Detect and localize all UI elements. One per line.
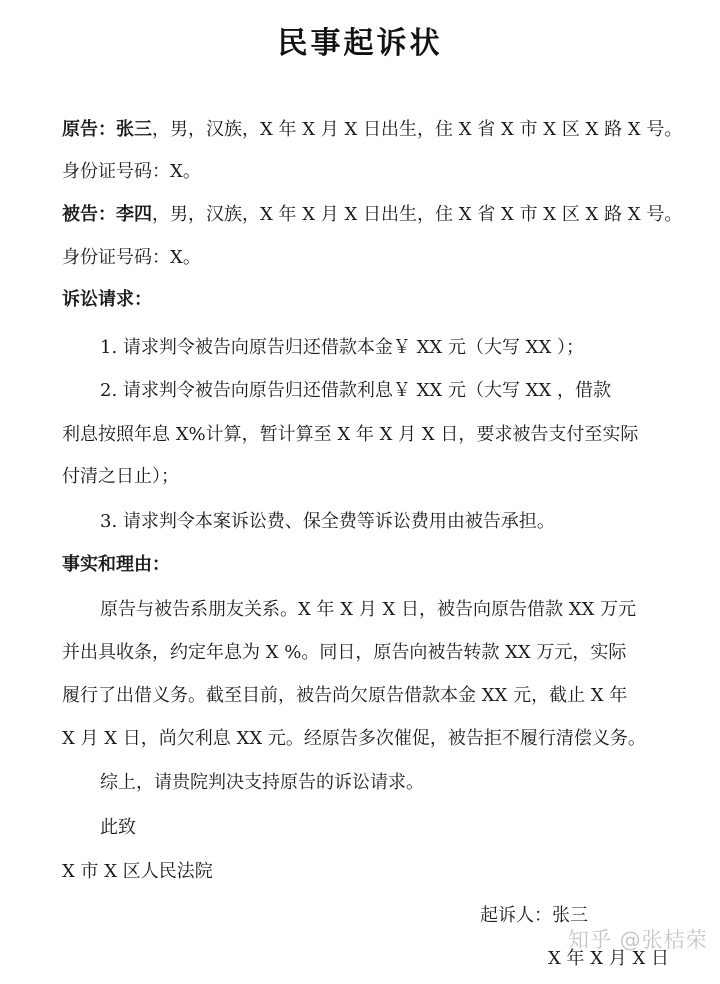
facts-conclusion: 综上，请贵院判决支持原告的诉讼请求。: [100, 772, 424, 793]
watermark: 知乎 @张桔荣: [568, 928, 708, 952]
claim-item-2: 2. 请求判令被告向原告归还借款利息￥ XX 元（大写 XX ，借款: [100, 380, 612, 401]
claim-item-2-cont: 付清之日止）；: [62, 466, 179, 487]
defendant-label: 被告：李四: [62, 204, 152, 225]
plaintiff-id: 身份证号码：X。: [62, 161, 201, 182]
claim-item-1: 1. 请求判令被告向原告归还借款本金￥ XX 元（大写 XX ）；: [100, 337, 585, 358]
signer: 起诉人：张三: [480, 905, 588, 926]
plaintiff-label: 原告：张三: [62, 119, 152, 140]
defendant-id: 身份证号码：X。: [62, 247, 201, 268]
page-title: 民事起诉状: [277, 26, 443, 61]
claim-item-2-cont: 利息按照年息 X%计算，暂计算至 X 年 X 月 X 日，要求被告支付至实际: [62, 424, 639, 445]
defendant-detail: ，男，汉族，X 年 X 月 X 日出生，住 X 省 X 市 X 区 X 路 X 号。: [152, 204, 683, 225]
facts-paragraph-cont: 并出具收条，约定年息为 X %。同日，原告向被告转款 XX 万元，实际: [62, 642, 627, 663]
facts-paragraph-cont: 履行了出借义务。截至目前，被告尚欠原告借款本金 XX 元，截止 X 年: [62, 685, 628, 706]
plaintiff-line: [62, 116, 683, 144]
claim-item-3: 3. 请求判令本案诉讼费、保全费等诉讼费用由被告承担。: [100, 511, 555, 532]
signing-date: X 年 X 月 X 日: [548, 948, 670, 969]
plaintiff-detail: ，男，汉族，X 年 X 月 X 日出生，住 X 省 X 市 X 区 X 路 X 号。: [152, 119, 683, 140]
facts-paragraph: 原告与被告系朋友关系。X 年 X 月 X 日，被告向原告借款 XX 万元: [100, 599, 637, 620]
defendant-line: [62, 201, 683, 229]
facts-paragraph-cont: X 月 X 日，尚欠利息 XX 元。经原告多次催促，被告拒不履行清偿义务。: [62, 728, 646, 749]
salutation: 此致: [100, 817, 136, 838]
facts-heading: 事实和理由：: [62, 554, 170, 575]
claims-heading: 诉讼请求：: [62, 289, 152, 310]
court-name: X 市 X 区人民法院: [62, 861, 213, 882]
